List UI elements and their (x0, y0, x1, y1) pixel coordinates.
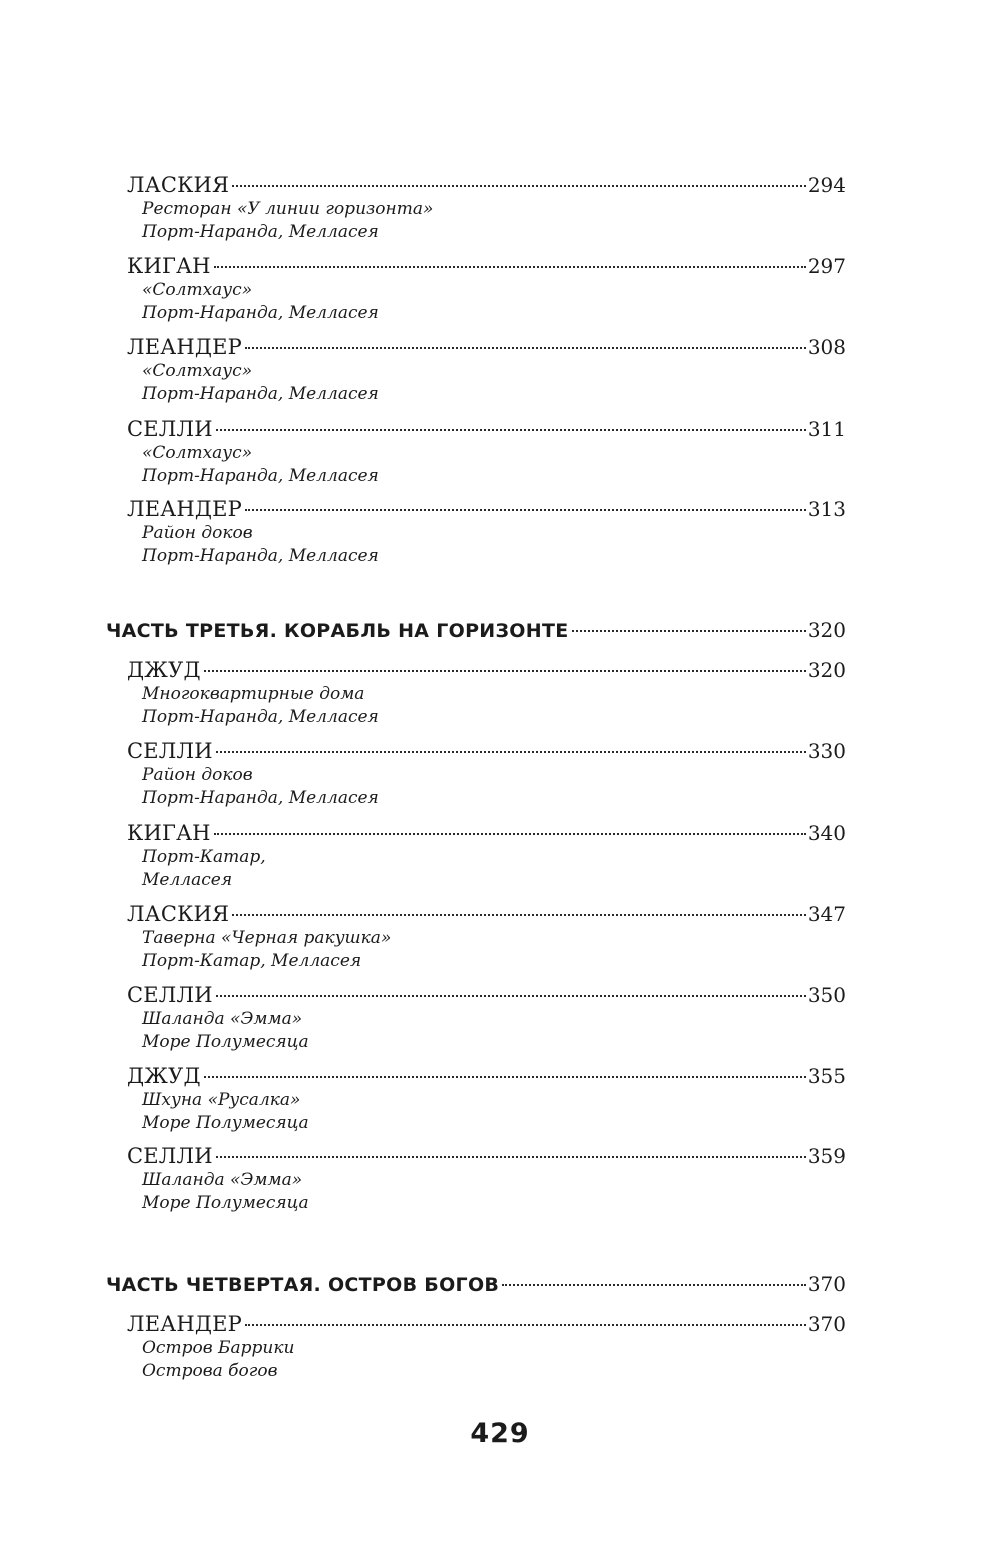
part-heading-line (106, 617, 846, 643)
chapter-name: ДЖУД (127, 1064, 201, 1088)
location-line: Море Полумесяца (142, 1032, 309, 1052)
page-number: 308 (807, 335, 846, 359)
toc-entry-heading (127, 657, 846, 683)
page-number: 370 (807, 1312, 846, 1336)
location-line: Многоквартирные дома (142, 684, 365, 704)
dot-leader (216, 751, 806, 753)
location-line: Шхуна «Русалка» (142, 1090, 301, 1110)
toc-entry-heading (127, 820, 846, 846)
location-line: Море Полумесяца (142, 1193, 309, 1213)
toc-entry (127, 820, 846, 892)
toc-entry (127, 1311, 846, 1383)
dot-leader (216, 429, 806, 431)
dot-leader (572, 630, 806, 632)
location-line: «Солтхаус» (142, 361, 253, 381)
location-line: Район доков (142, 523, 253, 543)
toc-entry (127, 496, 846, 568)
toc-entry (127, 738, 846, 810)
chapter-name: ЛЕАНДЕР (127, 1312, 243, 1336)
toc-entry-heading (127, 1143, 846, 1169)
page-folio: 429 (470, 1418, 530, 1449)
dot-leader (214, 833, 806, 835)
dot-leader (502, 1284, 806, 1286)
location-line: Шаланда «Эмма» (142, 1009, 303, 1029)
page-number: 297 (807, 254, 846, 278)
dot-leader (214, 266, 806, 268)
chapter-name: КИГАН (127, 254, 211, 278)
chapter-name: ЛЕАНДЕР (127, 335, 243, 359)
part-heading (106, 1271, 846, 1297)
page-number: 370 (807, 1272, 846, 1296)
dot-leader (216, 995, 806, 997)
toc-entry (127, 1063, 846, 1135)
part-title: ЧАСТЬ ТРЕТЬЯ. КОРАБЛЬ НА ГОРИЗОНТЕ (106, 620, 569, 642)
dot-leader (232, 914, 806, 916)
chapter-name: СЕЛЛИ (127, 983, 213, 1007)
part-heading (106, 617, 846, 643)
toc-entry (127, 334, 846, 406)
location-line: Шаланда «Эмма» (142, 1170, 303, 1190)
location-line: Порт-Наранда, Мелласея (142, 303, 379, 323)
toc-entry-heading (127, 416, 846, 442)
location-line: Район доков (142, 765, 253, 785)
location-line: Порт-Катар, (142, 847, 266, 867)
dot-leader (204, 670, 806, 672)
location-line: Острова богов (142, 1361, 278, 1381)
chapter-name: ДЖУД (127, 658, 201, 682)
chapter-name: СЕЛЛИ (127, 417, 213, 441)
toc-entry-heading (127, 738, 846, 764)
page-number: 347 (807, 902, 846, 926)
page-number: 294 (807, 173, 846, 197)
location-line: Ресторан «У линии горизонта» (142, 199, 434, 219)
page-number: 355 (807, 1064, 846, 1088)
toc-entry (127, 982, 846, 1054)
chapter-name: ЛАСКИЯ (127, 902, 230, 926)
page-number: 320 (807, 618, 846, 642)
dot-leader (245, 509, 806, 511)
location-line: Порт-Наранда, Мелласея (142, 546, 379, 566)
location-line: Порт-Наранда, Мелласея (142, 222, 379, 242)
chapter-name: СЕЛЛИ (127, 1144, 213, 1168)
chapter-name: ЛАСКИЯ (127, 173, 230, 197)
toc-entry-heading (127, 253, 846, 279)
location-line: Порт-Наранда, Мелласея (142, 707, 379, 727)
toc-entry-heading (127, 982, 846, 1008)
location-line: Мелласея (142, 870, 233, 890)
toc-entry (127, 657, 846, 729)
location-line: «Солтхаус» (142, 443, 253, 463)
page-number: 311 (807, 417, 846, 441)
page-number: 330 (807, 739, 846, 763)
page-number: 340 (807, 821, 846, 845)
toc-entry-heading (127, 496, 846, 522)
location-line: Таверна «Черная ракушка» (142, 928, 392, 948)
part-title: ЧАСТЬ ЧЕТВЕРТАЯ. ОСТРОВ БОГОВ (106, 1274, 500, 1296)
toc-entry-heading (127, 1311, 846, 1337)
dot-leader (204, 1076, 806, 1078)
dot-leader (216, 1156, 806, 1158)
page-number: 359 (807, 1144, 846, 1168)
location-line: Остров Баррики (142, 1338, 295, 1358)
chapter-name: КИГАН (127, 821, 211, 845)
location-line: Порт-Наранда, Мелласея (142, 788, 379, 808)
toc-entry-heading (127, 334, 846, 360)
chapter-name: ЛЕАНДЕР (127, 497, 243, 521)
location-line: Порт-Катар, Мелласея (142, 951, 362, 971)
toc-entry (127, 1143, 846, 1215)
toc-entry (127, 172, 846, 244)
location-line: Море Полумесяца (142, 1113, 309, 1133)
page-number: 350 (807, 983, 846, 1007)
chapter-name: СЕЛЛИ (127, 739, 213, 763)
part-heading-line (106, 1271, 846, 1297)
dot-leader (245, 347, 806, 349)
dot-leader (232, 185, 806, 187)
location-line: Порт-Наранда, Мелласея (142, 384, 379, 404)
toc-entry (127, 253, 846, 325)
page-number: 320 (807, 658, 846, 682)
page-number: 313 (807, 497, 846, 521)
location-line: «Солтхаус» (142, 280, 253, 300)
toc-entry-heading (127, 172, 846, 198)
dot-leader (245, 1324, 806, 1326)
toc-entry (127, 901, 846, 973)
toc-entry-heading (127, 901, 846, 927)
location-line: Порт-Наранда, Мелласея (142, 466, 379, 486)
toc-entry (127, 416, 846, 488)
toc-entry-heading (127, 1063, 846, 1089)
